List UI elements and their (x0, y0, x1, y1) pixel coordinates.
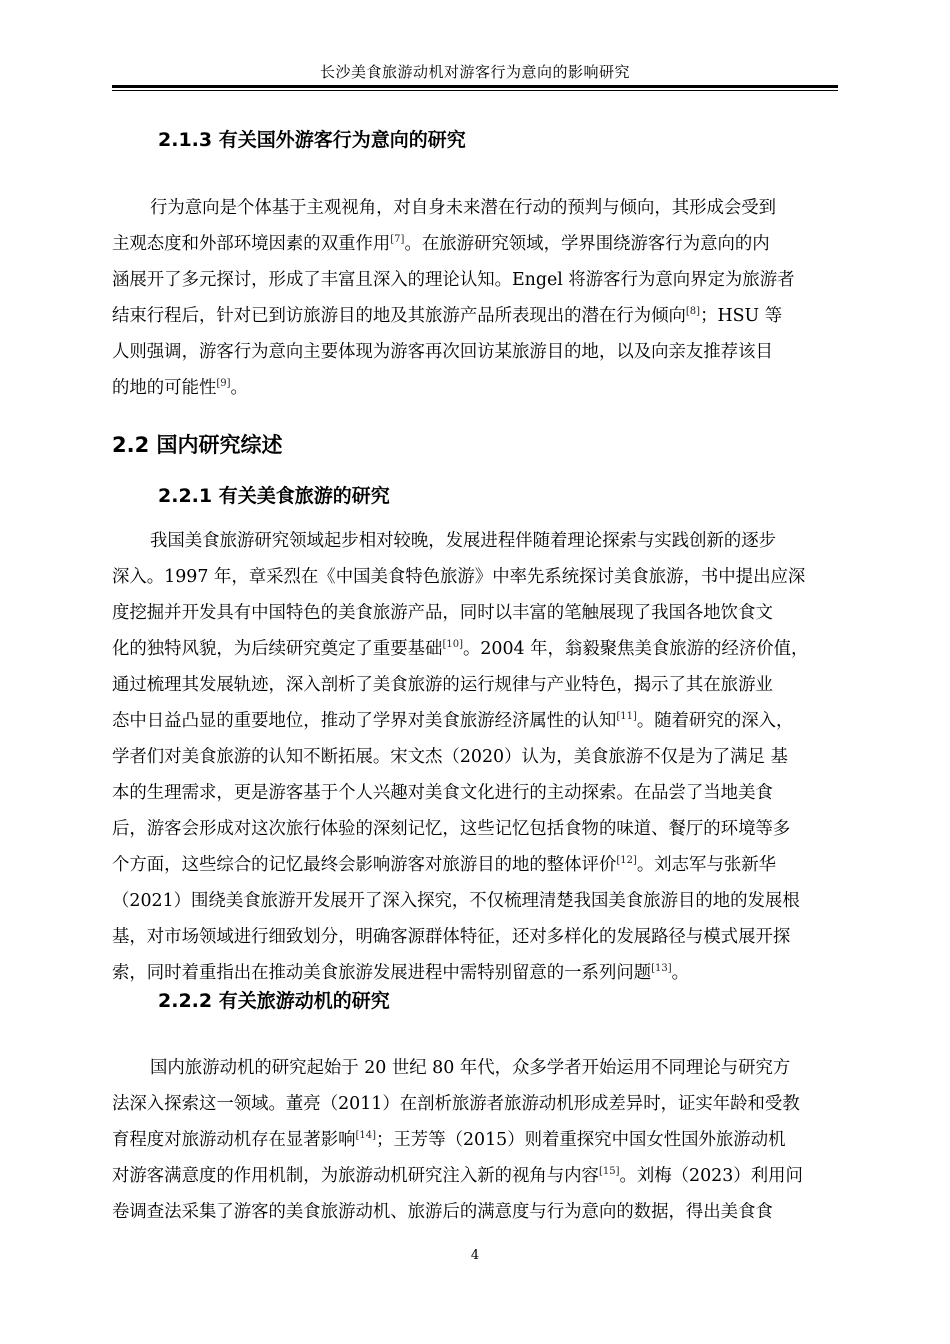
citation-11: [11] (616, 711, 637, 723)
paragraph-line: 索，同时着重指出在推动美食旅游发展进程中需特别留意的一系列问题[13]。 (112, 963, 690, 983)
citation-8: [8] (685, 306, 701, 318)
section-2-2-1-paragraph (112, 523, 838, 991)
paragraph-line: 育程度对旅游动机存在显著影响[14]；王芳等（2015）则着重探究中国女性国外旅游动机 (112, 1130, 786, 1150)
paragraph-line: 态中日益凸显的重要地位，推动了学界对美食旅游经济属性的认知[11]。随着研究的深入， (112, 711, 794, 731)
paragraph-line: 国内旅游动机的研究起始于 20 世纪 80 年代，众多学者开始运用不同理论与研究方 (150, 1058, 791, 1078)
citation-14: [14] (355, 1130, 377, 1142)
paragraph-line: 我国美食旅游研究领域起步相对较晚，发展进程伴随着理论探索与实践创新的逐步 (150, 531, 777, 551)
paragraph-line: 主观态度和外部环境因素的双重作用[7]。在旅游研究领域，学界围绕游客行为意向的内 (112, 234, 770, 254)
section-2-1-3-heading: 2.1.3 有关国外游客行为意向的研究 (158, 129, 466, 151)
paragraph-line: 法深入探索这一领域。董亮（2011）在剖析旅游者旅游动机形成差异时，证实年龄和受教 (112, 1094, 800, 1114)
citation-10: [10] (442, 639, 463, 651)
header-rule-thin (112, 90, 838, 91)
paragraph-line: 的地的可能性[9]。 (112, 378, 248, 398)
paragraph-line: 深入。1997 年，章采烈在《中国美食特色旅游》中率先系统探讨美食旅游，书中提出应深 (112, 567, 806, 587)
paragraph-line: 度挖掘并开发具有中国特色的美食旅游产品，同时以丰富的笔触展现了我国各地饮食文 (112, 603, 773, 623)
paragraph-line: 对游客满意度的作用机制，为旅游动机研究注入新的视角与内容[15]。刘梅（2023）利用问 (112, 1166, 803, 1186)
paragraph-line: 学者们对美食旅游的认知不断拓展。宋文杰（2020）认为，美食旅游不仅是为了满足 基 (112, 747, 788, 767)
header-rule-thick (112, 85, 838, 88)
citation-15: [15] (598, 1166, 620, 1178)
section-2-2-heading: 2.2 国内研究综述 (112, 433, 283, 457)
paragraph-line: 化的独特风貌，为后续研究奠定了重要基础[10]。2004 年，翁毅聚焦美食旅游的经济价值， (112, 639, 809, 659)
citation-7: [7] (390, 234, 405, 246)
paragraph-line: 结束行程后，针对已到访旅游目的地及其旅游产品所表现出的潜在行为倾向[8]；HSU 等 (112, 306, 783, 326)
citation-13: [13] (651, 963, 672, 975)
paragraph-line: 人则强调，游客行为意向主要体现为游客再次回访某旅游目的地，以及向亲友推荐该目 (112, 342, 773, 362)
paragraph-line: 个方面，这些综合的记忆最终会影响游客对旅游目的地的整体评价[12]。刘志军与张新华 (112, 855, 777, 875)
paragraph-line: 基，对市场领域进行细致划分，明确客源群体特征，还对多样化的发展路径与模式展开探 (112, 927, 791, 947)
section-2-2-1-heading: 2.2.1 有关美食旅游的研究 (158, 485, 390, 507)
section-2-1-3-paragraph (112, 190, 838, 406)
section-2-2-2-paragraph (112, 1050, 838, 1230)
citation-9: [9] (216, 378, 231, 390)
paragraph-line: 本的生理需求，更是游客基于个人兴趣对美食文化进行的主动探索。在品尝了当地美食 (112, 783, 773, 803)
paragraph-line: 卷调查法采集了游客的美食旅游动机、旅游后的满意度与行为意向的数据，得出美食食 (112, 1202, 773, 1222)
paragraph-line: （2021）围绕美食旅游开发展开了深入探究，不仅梳理清楚我国美食旅游目的地的发展根 (112, 891, 800, 911)
page-number: 4 (470, 1248, 480, 1263)
paragraph-line: 通过梳理其发展轨迹，深入剖析了美食旅游的运行规律与产业特色，揭示了其在旅游业 (112, 675, 773, 695)
paragraph-line: 后，游客会形成对这次旅行体验的深刻记忆，这些记忆包括食物的味道、餐厅的环境等多 (112, 819, 791, 839)
paragraph-line: 行为意向是个体基于主观视角，对自身未来潜在行动的预判与倾向，其形成会受到 (150, 198, 777, 218)
citation-12: [12] (616, 855, 637, 867)
running-header-title: 长沙美食旅游动机对游客行为意向的影响研究 (319, 63, 630, 81)
paragraph-line: 涵展开了多元探讨，形成了丰富且深入的理论认知。Engel 将游客行为意向界定为旅游者 (112, 270, 795, 290)
section-2-2-2-heading: 2.2.2 有关旅游动机的研究 (158, 990, 390, 1012)
